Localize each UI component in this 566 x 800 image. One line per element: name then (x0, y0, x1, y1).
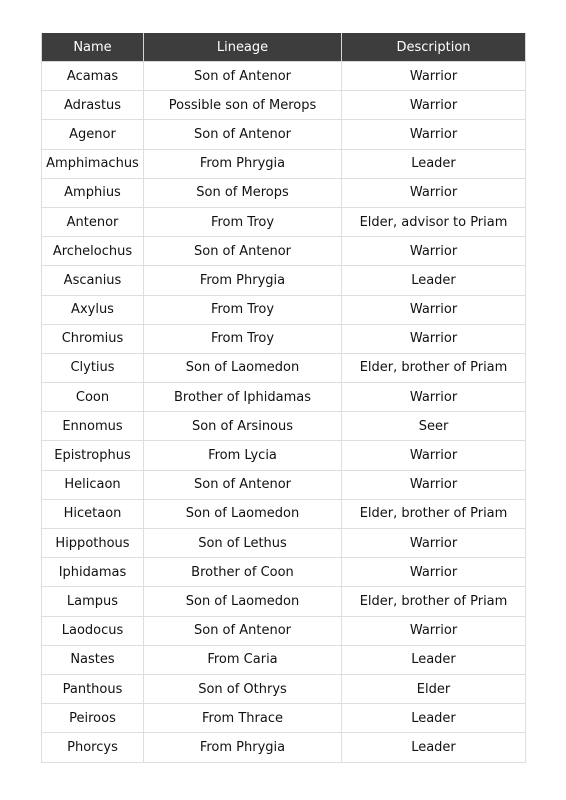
description-cell: Warrior (342, 470, 526, 499)
name-cell: Agenor (42, 120, 144, 149)
name-cell: Iphidamas (42, 558, 144, 587)
name-cell: Clytius (42, 353, 144, 382)
lineage-cell: Son of Antenor (144, 616, 342, 645)
description-cell: Elder, advisor to Priam (342, 207, 526, 236)
table-row (42, 558, 526, 587)
description-cell: Warrior (342, 178, 526, 207)
table-row (42, 704, 526, 733)
lineage-cell: Son of Antenor (144, 237, 342, 266)
lineage-cell: From Troy (144, 324, 342, 353)
name-cell: Epistrophus (42, 441, 144, 470)
name-cell: Helicaon (42, 470, 144, 499)
lineage-cell: From Thrace (144, 704, 342, 733)
name-cell: Peiroos (42, 704, 144, 733)
description-cell: Warrior (342, 237, 526, 266)
table-row (42, 441, 526, 470)
description-cell: Warrior (342, 616, 526, 645)
description-cell: Warrior (342, 324, 526, 353)
table-row (42, 733, 526, 762)
description-cell: Warrior (342, 120, 526, 149)
lineage-cell: Brother of Coon (144, 558, 342, 587)
lineage-cell: Son of Laomedon (144, 499, 342, 528)
table-row (42, 645, 526, 674)
lineage-cell: From Phrygia (144, 149, 342, 178)
table-body (42, 62, 526, 763)
column-header-lineage: Lineage (144, 33, 342, 62)
table-header (42, 33, 526, 62)
lineage-cell: From Troy (144, 207, 342, 236)
trojan-figures-table (41, 33, 526, 763)
name-cell: Nastes (42, 645, 144, 674)
lineage-cell: From Lycia (144, 441, 342, 470)
description-cell: Warrior (342, 441, 526, 470)
name-cell: Panthous (42, 674, 144, 703)
table-row (42, 266, 526, 295)
description-cell: Elder (342, 674, 526, 703)
lineage-cell: Brother of Iphidamas (144, 383, 342, 412)
table-row (42, 616, 526, 645)
lineage-cell: Son of Antenor (144, 62, 342, 91)
header-row (42, 33, 526, 62)
description-cell: Seer (342, 412, 526, 441)
lineage-cell: From Caria (144, 645, 342, 674)
table-row (42, 149, 526, 178)
description-cell: Elder, brother of Priam (342, 587, 526, 616)
description-cell: Elder, brother of Priam (342, 499, 526, 528)
table-row (42, 529, 526, 558)
lineage-cell: Son of Othrys (144, 674, 342, 703)
table-row (42, 587, 526, 616)
table-row (42, 383, 526, 412)
lineage-cell: Son of Antenor (144, 470, 342, 499)
lineage-cell: Son of Laomedon (144, 353, 342, 382)
name-cell: Amphimachus (42, 149, 144, 178)
table-row (42, 91, 526, 120)
name-cell: Phorcys (42, 733, 144, 762)
description-cell: Leader (342, 704, 526, 733)
description-cell: Elder, brother of Priam (342, 353, 526, 382)
name-cell: Acamas (42, 62, 144, 91)
table-row (42, 324, 526, 353)
description-cell: Leader (342, 645, 526, 674)
description-cell: Leader (342, 149, 526, 178)
name-cell: Coon (42, 383, 144, 412)
lineage-cell: Son of Antenor (144, 120, 342, 149)
name-cell: Hicetaon (42, 499, 144, 528)
table-row (42, 353, 526, 382)
name-cell: Lampus (42, 587, 144, 616)
lineage-cell: From Phrygia (144, 733, 342, 762)
trojan-figures-table-container (41, 33, 525, 763)
column-header-description: Description (342, 33, 526, 62)
table-row (42, 237, 526, 266)
description-cell: Warrior (342, 62, 526, 91)
lineage-cell: Son of Laomedon (144, 587, 342, 616)
table-row (42, 120, 526, 149)
name-cell: Axylus (42, 295, 144, 324)
table-row (42, 674, 526, 703)
name-cell: Amphius (42, 178, 144, 207)
name-cell: Hippothous (42, 529, 144, 558)
description-cell: Warrior (342, 383, 526, 412)
table-row (42, 207, 526, 236)
description-cell: Warrior (342, 558, 526, 587)
lineage-cell: Son of Arsinous (144, 412, 342, 441)
name-cell: Ascanius (42, 266, 144, 295)
name-cell: Adrastus (42, 91, 144, 120)
lineage-cell: Possible son of Merops (144, 91, 342, 120)
description-cell: Leader (342, 733, 526, 762)
description-cell: Warrior (342, 91, 526, 120)
name-cell: Laodocus (42, 616, 144, 645)
lineage-cell: Son of Merops (144, 178, 342, 207)
lineage-cell: From Troy (144, 295, 342, 324)
name-cell: Chromius (42, 324, 144, 353)
table-row (42, 178, 526, 207)
name-cell: Antenor (42, 207, 144, 236)
description-cell: Warrior (342, 529, 526, 558)
name-cell: Ennomus (42, 412, 144, 441)
description-cell: Leader (342, 266, 526, 295)
description-cell: Warrior (342, 295, 526, 324)
table-row (42, 62, 526, 91)
name-cell: Archelochus (42, 237, 144, 266)
table-row (42, 499, 526, 528)
table-row (42, 470, 526, 499)
table-row (42, 412, 526, 441)
table-row (42, 295, 526, 324)
column-header-name: Name (42, 33, 144, 62)
lineage-cell: From Phrygia (144, 266, 342, 295)
lineage-cell: Son of Lethus (144, 529, 342, 558)
